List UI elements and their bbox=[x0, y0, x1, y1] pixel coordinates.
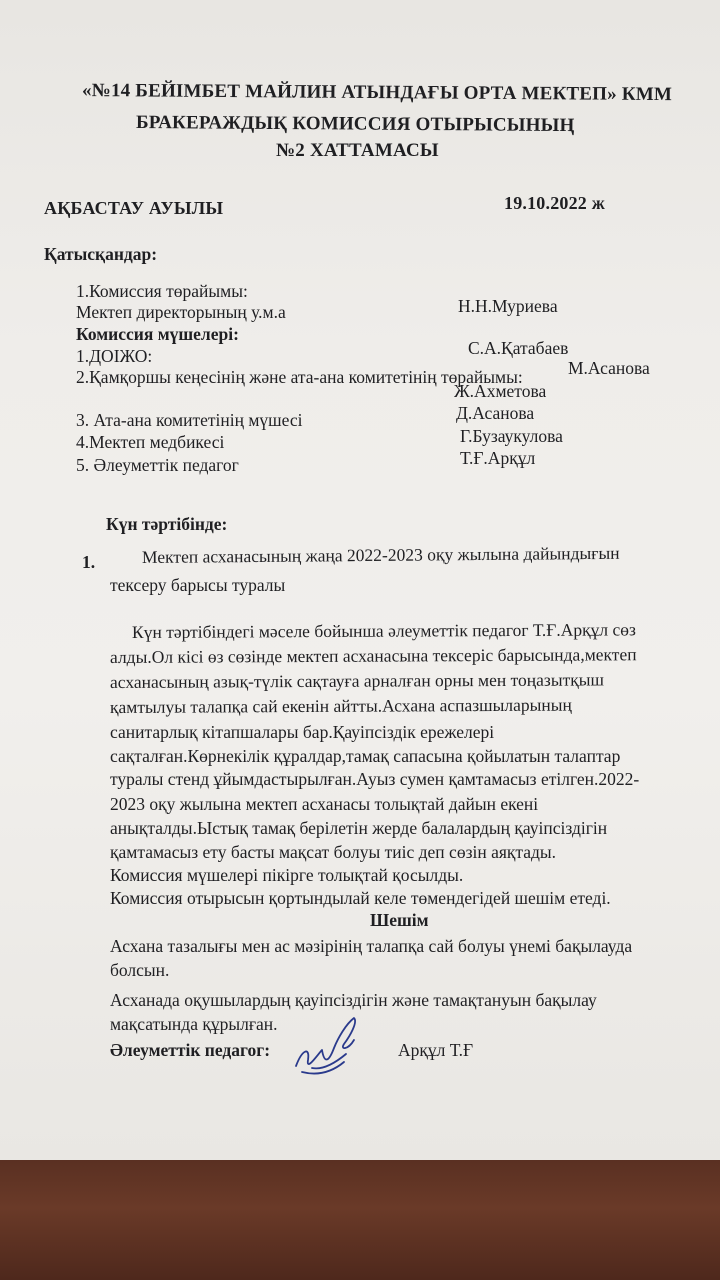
body-line: сақталған.Көрнекілік құралдар,тамақ сапасына қойылатын талаптар bbox=[110, 746, 621, 766]
participant-role: Мектеп директорының у.м.а bbox=[76, 302, 286, 322]
body-line: Комиссия отырысын қортындылай келе төмендегідей шешім етеді. bbox=[110, 888, 611, 908]
participant-name: Д.Асанова bbox=[456, 403, 535, 423]
agenda-item-number: 1. bbox=[82, 552, 96, 572]
body-line: қамтылуы талапқа сай екенін айтты.Асхана аспазшыларының bbox=[109, 694, 572, 717]
body-line: қамтамасыз ету басты мақсат болуы тиіс деп сөзін аяқтады. bbox=[110, 842, 557, 862]
participant-name: С.А.Қатабаев bbox=[468, 338, 569, 358]
signature-name: Арқұл Т.Ғ bbox=[398, 1040, 474, 1060]
participant-name: Ж.Ахметова bbox=[454, 381, 547, 401]
decision-line: Асханада оқушылардың қауіпсіздігін және тамақтануын бақылау bbox=[110, 990, 597, 1010]
agenda-item-line: Мектеп асханасының жаңа 2022-2023 оқу жылына дайындығын bbox=[141, 542, 620, 567]
body-line: Комиссия мүшелері пікірге толықтай қосылды. bbox=[110, 865, 464, 885]
header-line-1: «№14 БЕЙІМБЕТ МАЙЛИН АТЫНДАҒЫ ОРТА МЕКТЕП» КММ bbox=[81, 80, 673, 106]
participant-role: 2.Қамқоршы кеңесінің және ата-ана комитетінің төрайымы: bbox=[76, 367, 523, 387]
participant-role: 5. Әлеуметтік педагог bbox=[76, 455, 239, 475]
participant-role: 3. Ата-ана комитетінің мүшесі bbox=[76, 410, 303, 430]
document-date: 19.10.2022 ж bbox=[504, 193, 605, 213]
agenda-heading: Күн тәртібінде: bbox=[106, 514, 228, 534]
signature-label: Әлеуметтік педагог: bbox=[110, 1040, 271, 1060]
header-line-2: БРАКЕРАЖДЫҚ КОМИССИЯ ОТЫРЫСЫНЫҢ bbox=[135, 112, 575, 137]
participant-role: 1.ДОІЖО: bbox=[76, 346, 153, 366]
decision-line: Асхана тазалығы мен ас мәзірінің талапқа сай болуы үнемі бақылауда bbox=[110, 936, 633, 956]
handwritten-signature bbox=[288, 1010, 368, 1082]
decision-heading: Шешім bbox=[370, 910, 429, 930]
decision-line: мақсатында құрылған. bbox=[110, 1014, 278, 1034]
participant-name: Н.Н.Муриева bbox=[458, 296, 558, 316]
body-line: анықталды.Ыстық тамақ берілетін жерде балалардың қауіпсіздігін bbox=[110, 818, 608, 838]
agenda-item-line: тексеру барысы туралы bbox=[110, 575, 286, 595]
table-surface bbox=[0, 1160, 720, 1280]
participant-name: Г.Бузаукулова bbox=[460, 426, 563, 446]
participant-role: Комиссия мүшелері: bbox=[76, 324, 239, 344]
participant-role: 4.Мектеп медбикесі bbox=[76, 432, 225, 452]
body-line: Күн тәртібіндегі мәселе бойынша әлеуметтік педагог Т.Ғ.Арқұл сөз bbox=[131, 619, 636, 642]
participant-role: 1.Комиссия төрайымы: bbox=[76, 281, 248, 301]
body-line: алды.Ол кісі өз сөзінде мектеп асханасына тексеріс барысында,мектеп bbox=[109, 644, 637, 667]
body-line: асханасының азық-түлік сақтауға арналған орны мен тоңазытқыш bbox=[109, 669, 605, 692]
header-line-3: №2 ХАТТАМАСЫ bbox=[276, 140, 439, 161]
place-name: АҚБАСТАУ АУЫЛЫ bbox=[44, 198, 224, 218]
decision-line: болсын. bbox=[110, 960, 170, 980]
participant-name: М.Асанова bbox=[568, 358, 650, 378]
body-line: санитарлық кітапшалары бар.Қауіпсіздік ережелері bbox=[110, 722, 495, 742]
body-line: 2023 оқу жылына мектеп асханасы толықтай дайын екені bbox=[110, 794, 539, 814]
participant-name: Т.Ғ.Арқұл bbox=[460, 448, 536, 468]
body-line: туралы стенд ұйымдастырылған.Ауыз сумен қамтамасыз етілген.2022- bbox=[110, 769, 640, 789]
participants-heading: Қатысқандар: bbox=[44, 244, 158, 264]
